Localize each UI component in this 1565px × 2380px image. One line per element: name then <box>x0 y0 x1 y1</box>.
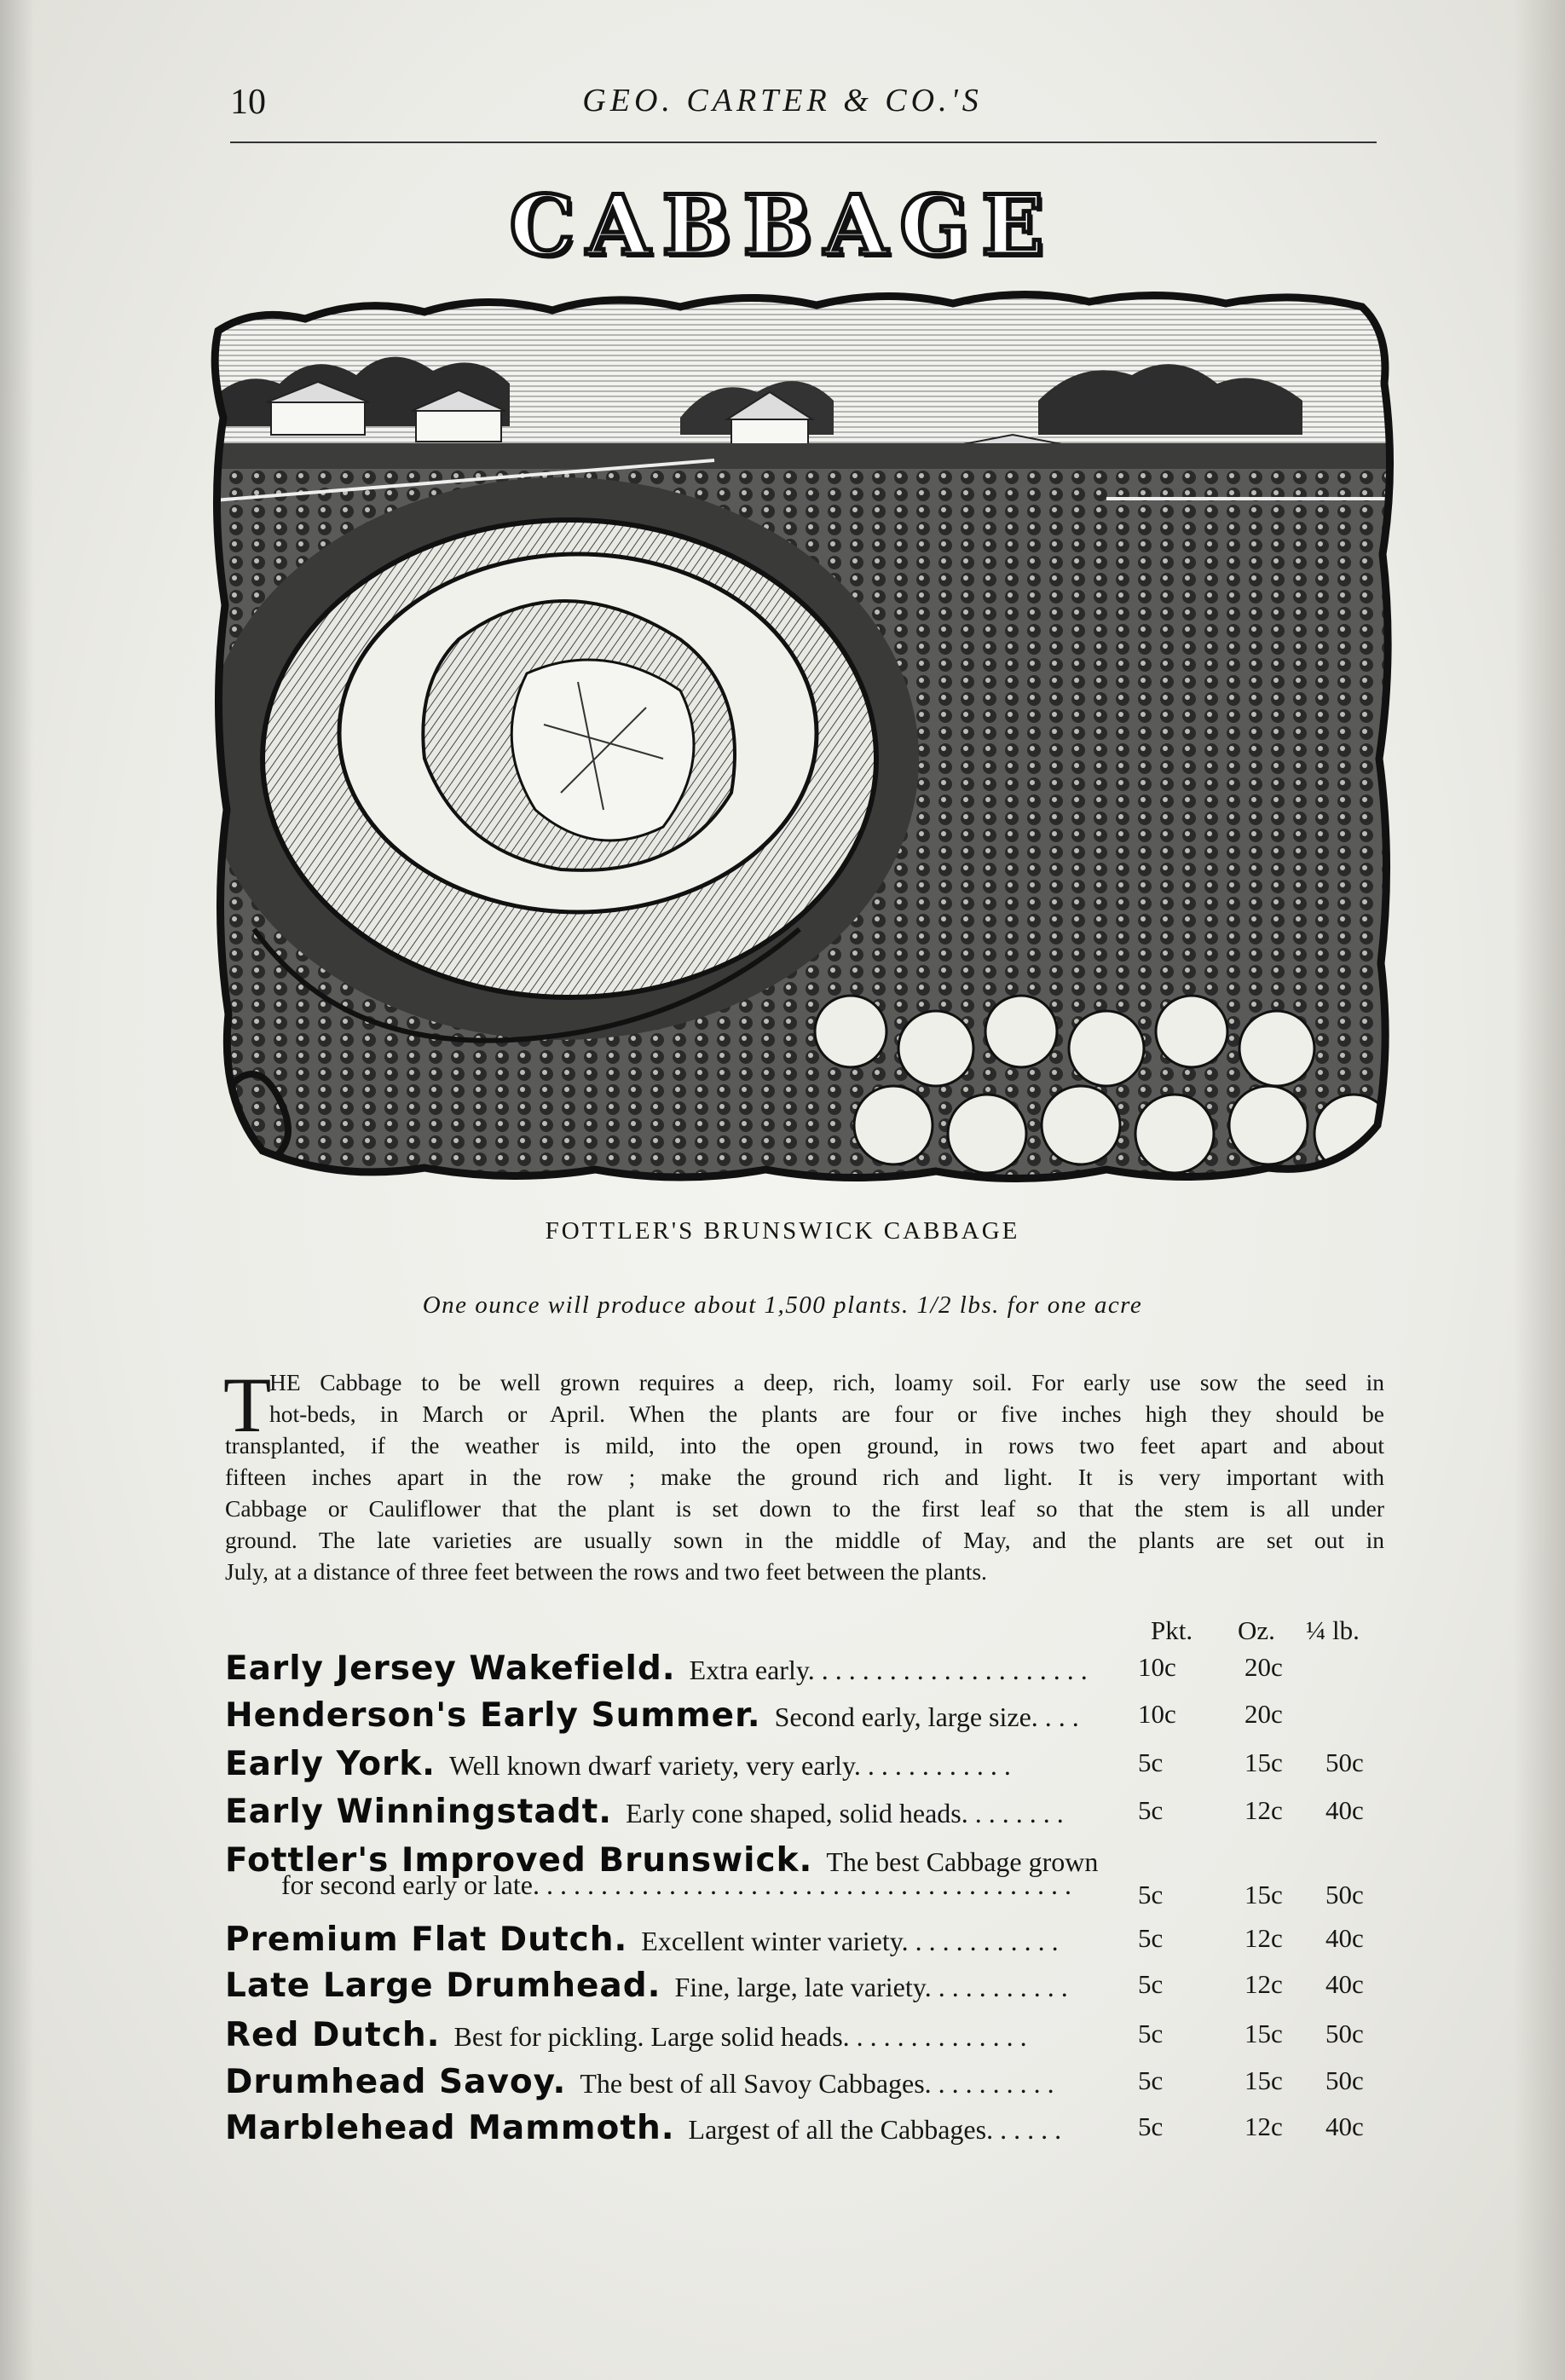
intro-line: hot-beds, in March or April. When the plants are four or five inches high they should be <box>269 1401 1384 1427</box>
price-quarter-pound: 40c <box>1325 1969 1364 1999</box>
drop-cap: T <box>223 1361 272 1448</box>
variety-entry <box>225 1793 1384 1834</box>
variety-description-continued: for second early or late. . . . . . . . . . . . . . . . . . . . . . . . . . . . . . . . . . . . . . . . <box>281 1869 1071 1900</box>
intro-line: July, at a distance of three feet between the rows and two feet between the plants. <box>225 1558 987 1585</box>
variety-entry <box>225 1967 1384 2007</box>
page-number: 10 <box>230 83 266 122</box>
price-packet: 5c <box>1138 1969 1164 1999</box>
illustration-caption: FOTTLER'S BRUNSWICK CABBAGE <box>545 1217 1020 1245</box>
variety-entry <box>225 1649 1384 1690</box>
variety-description: The best Cabbage grown <box>826 1846 1099 1877</box>
price-quarter-pound: 50c <box>1325 2019 1364 2048</box>
price-packet: 5c <box>1138 1923 1164 1953</box>
price-ounce: 15c <box>1244 1747 1283 1777</box>
variety-name: Premium Flat Dutch. <box>225 1921 628 1959</box>
variety-description: Largest of all the Cabbages. . . . . . <box>688 2114 1062 2145</box>
intro-line: HE Cabbage to be well grown requires a deep, rich, loamy soil. For early use sow the seed in <box>269 1369 1384 1395</box>
price-packet: 10c <box>1138 1652 1176 1682</box>
price-quarter-pound: 40c <box>1325 1923 1364 1953</box>
page-edge-shadow-left <box>0 0 34 2380</box>
variety-name: Red Dutch. <box>225 2016 441 2054</box>
variety-description: Early cone shaped, solid heads. . . . . . . . <box>626 1798 1064 1828</box>
variety-entry <box>225 1921 1384 1961</box>
price-ounce: 20c <box>1244 1699 1283 1729</box>
variety-name: Fottler's Improved Brunswick. <box>225 1841 813 1880</box>
intro-line: transplanted, if the weather is mild, into the open ground, in rows two feet apart and about <box>225 1432 1384 1459</box>
price-quarter-pound: 50c <box>1325 2065 1364 2095</box>
variety-name: Late Large Drumhead. <box>225 1967 661 2005</box>
price-packet: 5c <box>1138 1880 1164 1909</box>
price-packet: 5c <box>1138 1795 1164 1825</box>
intro-line: Cabbage or Cauliflower that the plant is set down to the first leaf so that the stem is all under <box>225 1495 1384 1522</box>
variety-description: Best for pickling. Large solid heads. . . . . . . . . . . . . . <box>453 2021 1027 2052</box>
price-ounce: 12c <box>1244 1969 1283 1999</box>
yield-note: One ounce will produce about 1,500 plants. 1/2 lbs. for one acre <box>422 1291 1143 1319</box>
variety-name: Marblehead Mammoth. <box>225 2109 675 2147</box>
price-quarter-pound: 40c <box>1325 1795 1364 1825</box>
price-quarter-pound: 50c <box>1325 1747 1364 1777</box>
variety-entry <box>225 1745 1384 1786</box>
variety-name: Drumhead Savoy. <box>225 2063 567 2101</box>
column-header-ounce: Oz. <box>1238 1615 1275 1645</box>
variety-entry <box>225 1696 1384 1737</box>
section-title: CABBAGE <box>509 177 1056 274</box>
variety-description: Well known dwarf variety, very early. . . . . . . . . . . . <box>449 1750 1011 1781</box>
price-ounce: 20c <box>1244 1652 1283 1682</box>
running-title: GEO. CARTER & CO.'S <box>582 83 983 118</box>
column-header-quarter-pound: ¼ lb. <box>1306 1615 1360 1645</box>
price-packet: 5c <box>1138 2065 1164 2095</box>
variety-description: Fine, large, late variety. . . . . . . . . . . <box>674 1972 1068 2002</box>
cabbage-field-illustration <box>203 281 1405 1193</box>
intro-line: fifteen inches apart in the row ; make the ground rich and light. It is very important with <box>225 1464 1384 1490</box>
page-edge-shadow-right <box>1514 0 1565 2380</box>
price-ounce: 15c <box>1244 2065 1283 2095</box>
variety-entry <box>225 2063 1384 2104</box>
variety-description: Excellent winter variety. . . . . . . . . . . . <box>641 1926 1059 1956</box>
price-packet: 10c <box>1138 1699 1176 1729</box>
variety-name: Early Jersey Wakefield. <box>225 1649 676 1688</box>
variety-entry <box>225 2016 1384 2057</box>
price-ounce: 12c <box>1244 2111 1283 2141</box>
variety-name: Early York. <box>225 1745 436 1783</box>
price-packet: 5c <box>1138 2111 1164 2141</box>
variety-description: Extra early. . . . . . . . . . . . . . . . . . . . . <box>689 1655 1088 1685</box>
variety-name: Henderson's Early Summer. <box>225 1696 761 1735</box>
variety-description: Second early, large size. . . . <box>774 1701 1079 1732</box>
price-packet: 5c <box>1138 1747 1164 1777</box>
price-packet: 5c <box>1138 2019 1164 2048</box>
price-quarter-pound: 50c <box>1325 1880 1364 1909</box>
header-rule <box>230 142 1377 143</box>
price-quarter-pound: 40c <box>1325 2111 1364 2141</box>
variety-entry <box>225 1841 1384 1918</box>
price-ounce: 12c <box>1244 1923 1283 1953</box>
price-ounce: 12c <box>1244 1795 1283 1825</box>
intro-line: ground. The late varieties are usually sown in the middle of May, and the plants are set out in <box>225 1527 1384 1553</box>
price-ounce: 15c <box>1244 2019 1283 2048</box>
price-ounce: 15c <box>1244 1880 1283 1909</box>
variety-entry <box>225 2109 1384 2150</box>
variety-description: The best of all Savoy Cabbages. . . . . . . . . . <box>580 2068 1054 2099</box>
column-header-packet: Pkt. <box>1151 1615 1193 1645</box>
variety-name: Early Winningstadt. <box>225 1793 613 1831</box>
